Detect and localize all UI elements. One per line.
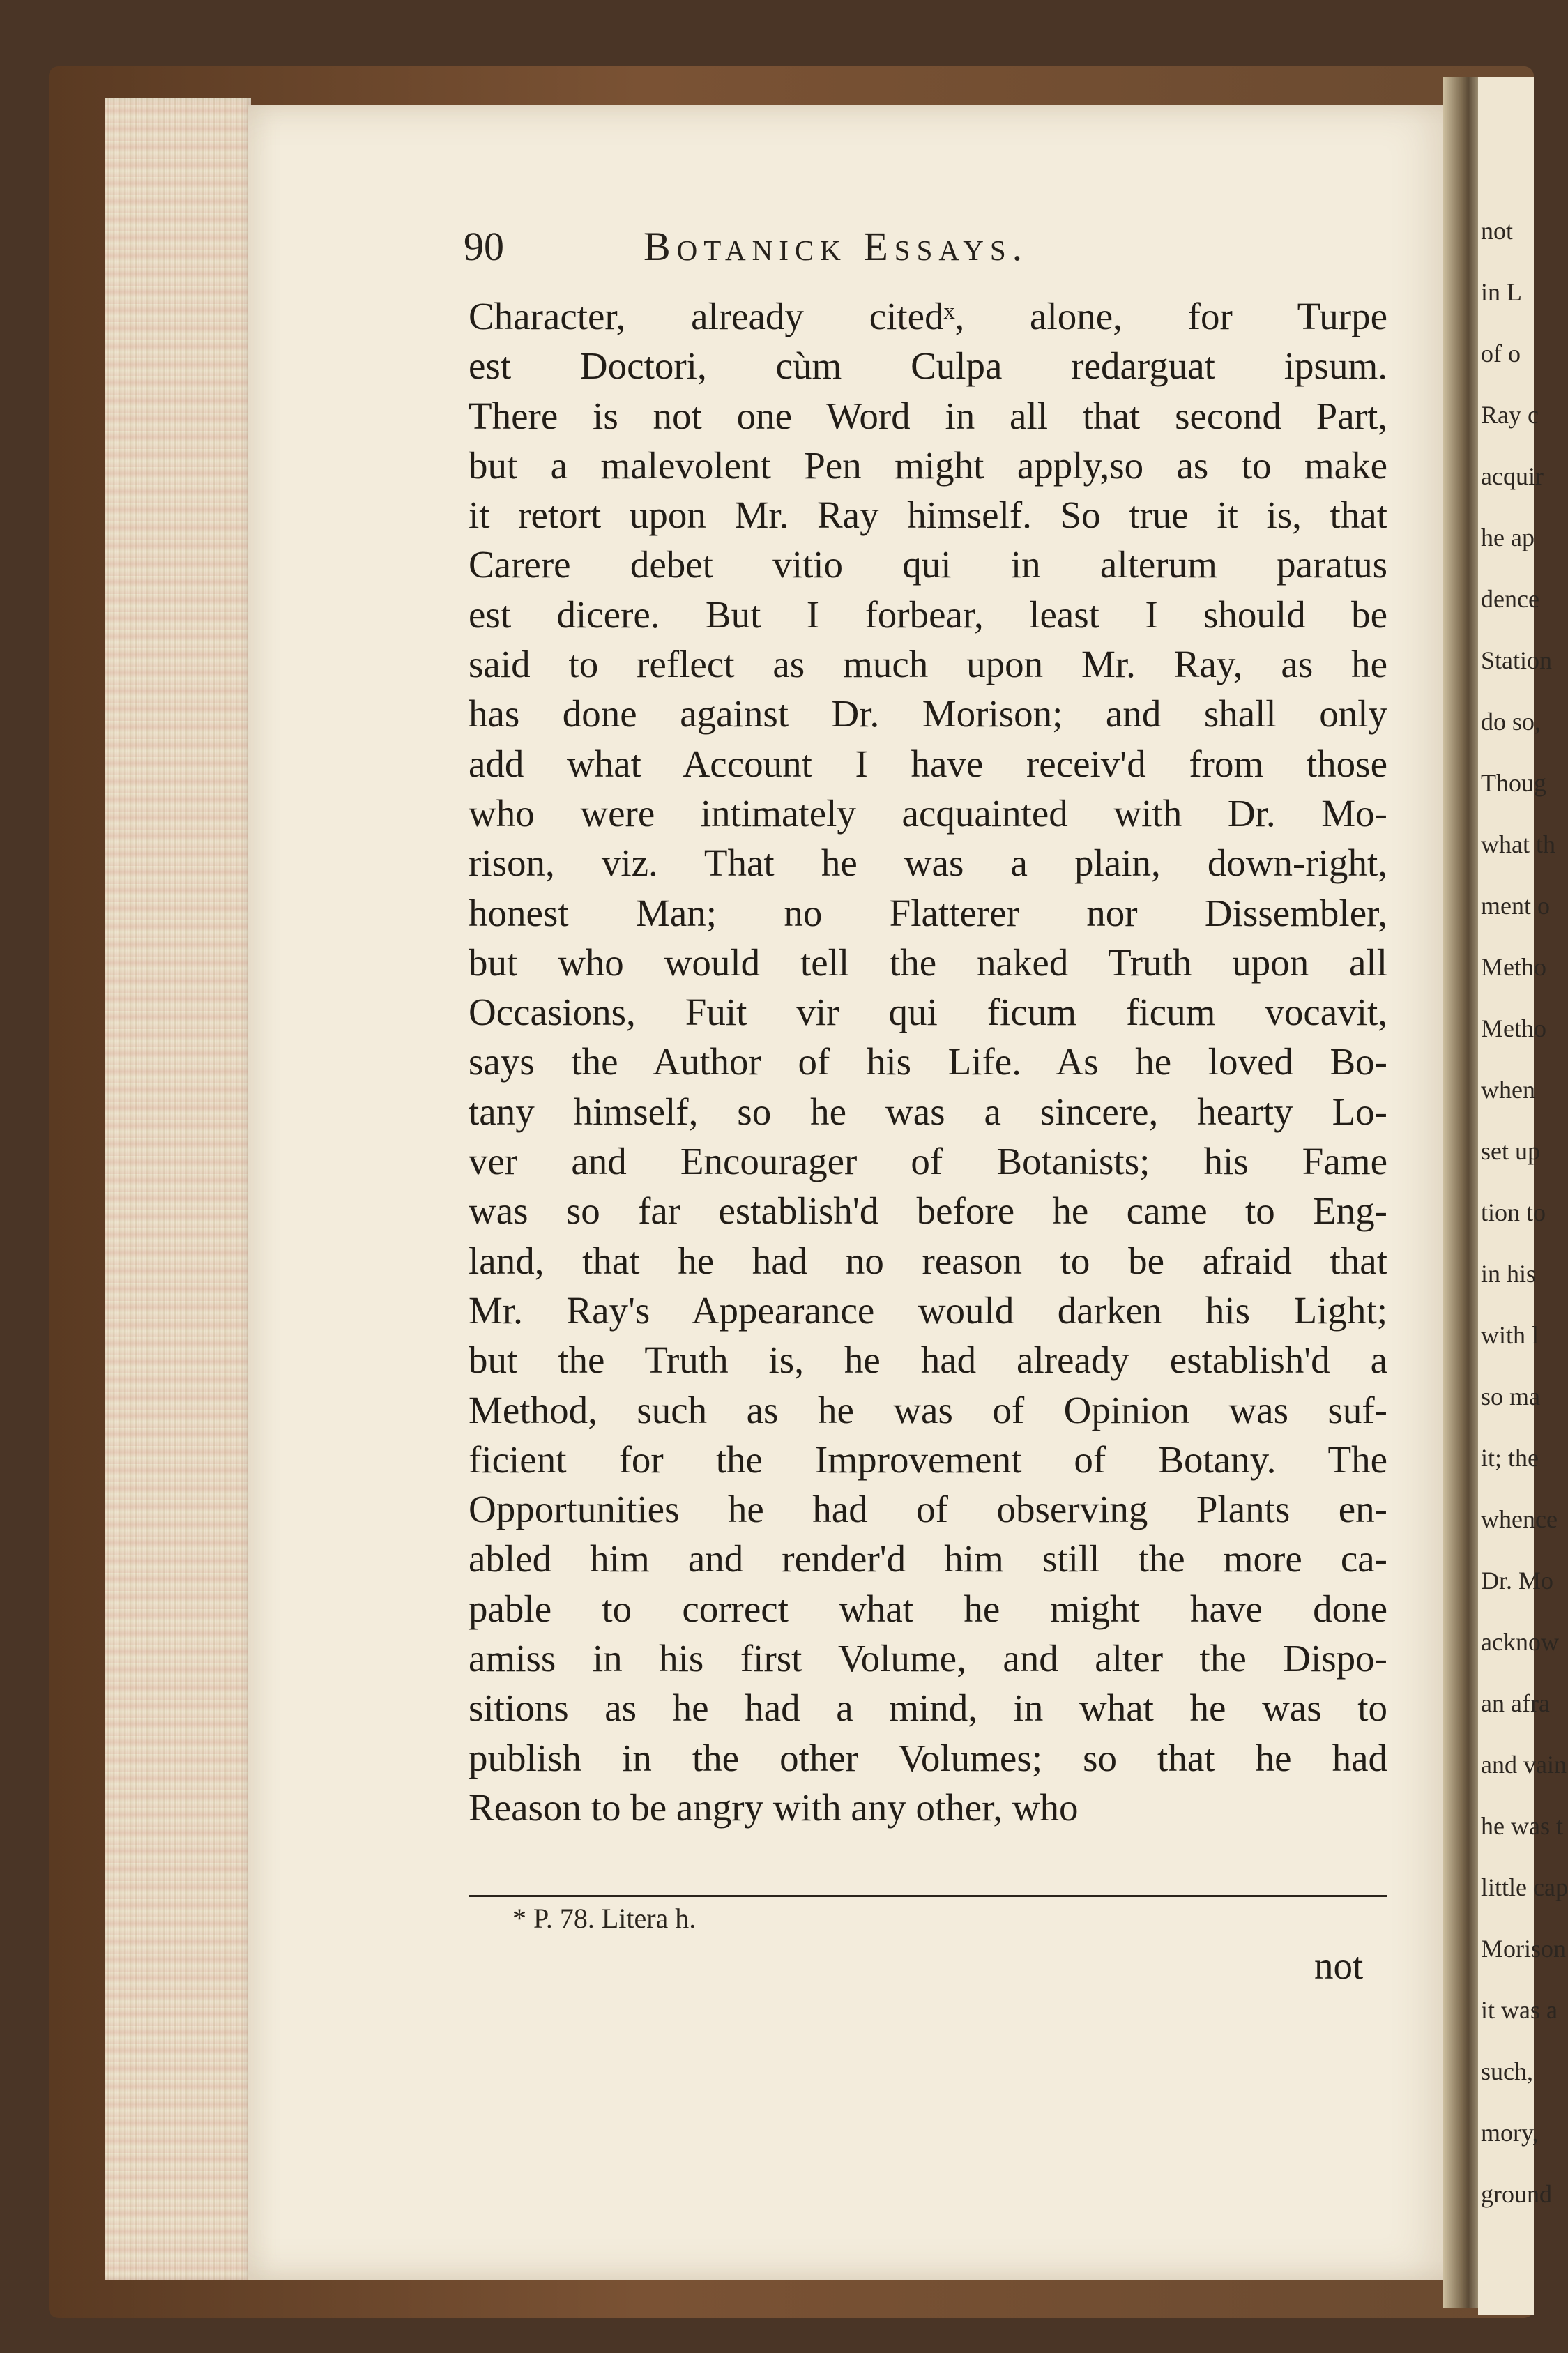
text-line: has done against Dr. Morison; and shall only bbox=[469, 692, 1387, 736]
catchword: not bbox=[1314, 1944, 1364, 1987]
facing-page-fragment: and vain bbox=[1481, 1751, 1567, 1779]
text-line: Character, already citedˣ, alone, for Turpe bbox=[469, 295, 1387, 337]
facing-page-fragment: ment o bbox=[1481, 892, 1550, 920]
text-line: There is not one Word in all that second Part, bbox=[469, 394, 1387, 437]
facing-page-fragment: dence bbox=[1481, 585, 1539, 613]
facing-page-fragment: not bbox=[1481, 217, 1514, 245]
text-line: add what Account I have receiv'd from those bbox=[469, 742, 1387, 785]
facing-page-fragment: acknow bbox=[1481, 1628, 1559, 1656]
facing-page-fragment: when bbox=[1481, 1076, 1535, 1104]
text-line: tany himself, so he was a sincere, hearty Lo- bbox=[469, 1090, 1387, 1133]
text-line: says the Author of his Life. As he loved Bo- bbox=[469, 1040, 1387, 1083]
text-line: pable to correct what he might have done bbox=[469, 1587, 1387, 1630]
facing-page bbox=[1478, 77, 1568, 2315]
facing-page-fragment: an afra bbox=[1481, 1689, 1550, 1717]
text-line: was so far establish'd before he came to Eng- bbox=[469, 1189, 1387, 1233]
facing-page-fragment: Morison bbox=[1481, 1935, 1567, 1963]
text-line: amiss in his first Volume, and alter the Dispo- bbox=[469, 1637, 1387, 1680]
text-line: sitions as he had a mind, in what he was to bbox=[469, 1686, 1387, 1730]
facing-page-fragment: he was t bbox=[1481, 1812, 1563, 1840]
facing-page-fragment: so ma bbox=[1481, 1383, 1540, 1410]
text-line: Opportunities he had of observing Plants en- bbox=[469, 1488, 1387, 1531]
facing-page-fragment: do so, bbox=[1481, 708, 1542, 736]
text-line: it retort upon Mr. Ray himself. So true it is, that bbox=[469, 494, 1387, 537]
facing-page-fragment: what th bbox=[1481, 830, 1555, 858]
text-line: ficient for the Improvement of Botany. The bbox=[469, 1438, 1387, 1481]
facing-page-fragment: set up bbox=[1481, 1137, 1540, 1165]
text-line: publish in the other Volumes; so that he had bbox=[469, 1736, 1387, 1779]
page-number: 90 bbox=[464, 224, 504, 269]
body-text bbox=[469, 291, 1387, 1832]
facing-page-fragment: Metho bbox=[1481, 953, 1546, 981]
facing-page-fragment: such, bbox=[1481, 2057, 1533, 2085]
text-line: but the Truth is, he had already establish'd a bbox=[469, 1339, 1387, 1382]
text-line: Occasions, Fuit vir qui ficum ficum vocavit, bbox=[469, 991, 1387, 1034]
facing-page-fragment: whence bbox=[1481, 1505, 1558, 1533]
running-title: Botanick Essays. bbox=[644, 224, 1029, 269]
facing-page-fragment: of o bbox=[1481, 340, 1521, 367]
text-line: Method, such as he was of Opinion was suf- bbox=[469, 1388, 1387, 1431]
text-line: honest Man; no Flatterer nor Dissembler, bbox=[469, 891, 1387, 934]
facing-page-fragment: Metho bbox=[1481, 1014, 1546, 1042]
text-line: land, that he had no reason to be afraid that bbox=[469, 1239, 1387, 1282]
page-edges bbox=[105, 98, 251, 2280]
text-line: Mr. Ray's Appearance would darken his Light; bbox=[469, 1288, 1387, 1332]
text-line: but a malevolent Pen might apply,so as to make bbox=[469, 443, 1387, 487]
text-line: Carere debet vitio qui in alterum paratus bbox=[469, 543, 1387, 586]
facing-page-fragment: Dr. Mo bbox=[1481, 1567, 1554, 1594]
facing-page-fragment: in his bbox=[1481, 1260, 1537, 1288]
text-line: ver and Encourager of Botanists; his Fame bbox=[469, 1140, 1387, 1183]
running-head bbox=[464, 223, 1391, 279]
facing-page-fragment: Thoug bbox=[1481, 769, 1546, 797]
facing-page-fragment: it; the bbox=[1481, 1444, 1539, 1472]
text-line: abled him and render'd him still the more ca- bbox=[469, 1537, 1387, 1581]
facing-page-fragment: in L bbox=[1481, 278, 1522, 306]
text-line: rison, viz. That he was a plain, down-right, bbox=[469, 842, 1387, 885]
text-line: est Doctori, cùm Culpa redarguat ipsum. bbox=[469, 344, 1387, 388]
facing-page-fragment: ground bbox=[1481, 2180, 1552, 2208]
facing-page-fragment: tion to bbox=[1481, 1198, 1546, 1226]
facing-page-fragment: acquir bbox=[1481, 462, 1544, 490]
text-line: Reason to be angry with any other, who bbox=[469, 1785, 1079, 1829]
footnote-rule bbox=[469, 1895, 1387, 1897]
facing-page-fragment: little cap bbox=[1481, 1873, 1568, 1901]
facing-page-fragment: with l bbox=[1481, 1321, 1539, 1349]
facing-page-fragment: Ray c bbox=[1481, 401, 1539, 429]
text-line: who were intimately acquainted with Dr. Mo- bbox=[469, 791, 1387, 835]
facing-page-fragment: mory, bbox=[1481, 2119, 1539, 2147]
text-line: said to reflect as much upon Mr. Ray, as he bbox=[469, 643, 1387, 686]
facing-page-fragment: he ap bbox=[1481, 524, 1535, 551]
facing-page-fragment: it was a bbox=[1481, 1996, 1558, 2024]
facing-page-fragment: Station bbox=[1481, 646, 1553, 674]
text-line: but who would tell the naked Truth upon all bbox=[469, 941, 1387, 984]
text-line: est dicere. But I forbear, least I should be bbox=[469, 593, 1387, 636]
footnote: * P. 78. Litera h. bbox=[512, 1903, 697, 1934]
